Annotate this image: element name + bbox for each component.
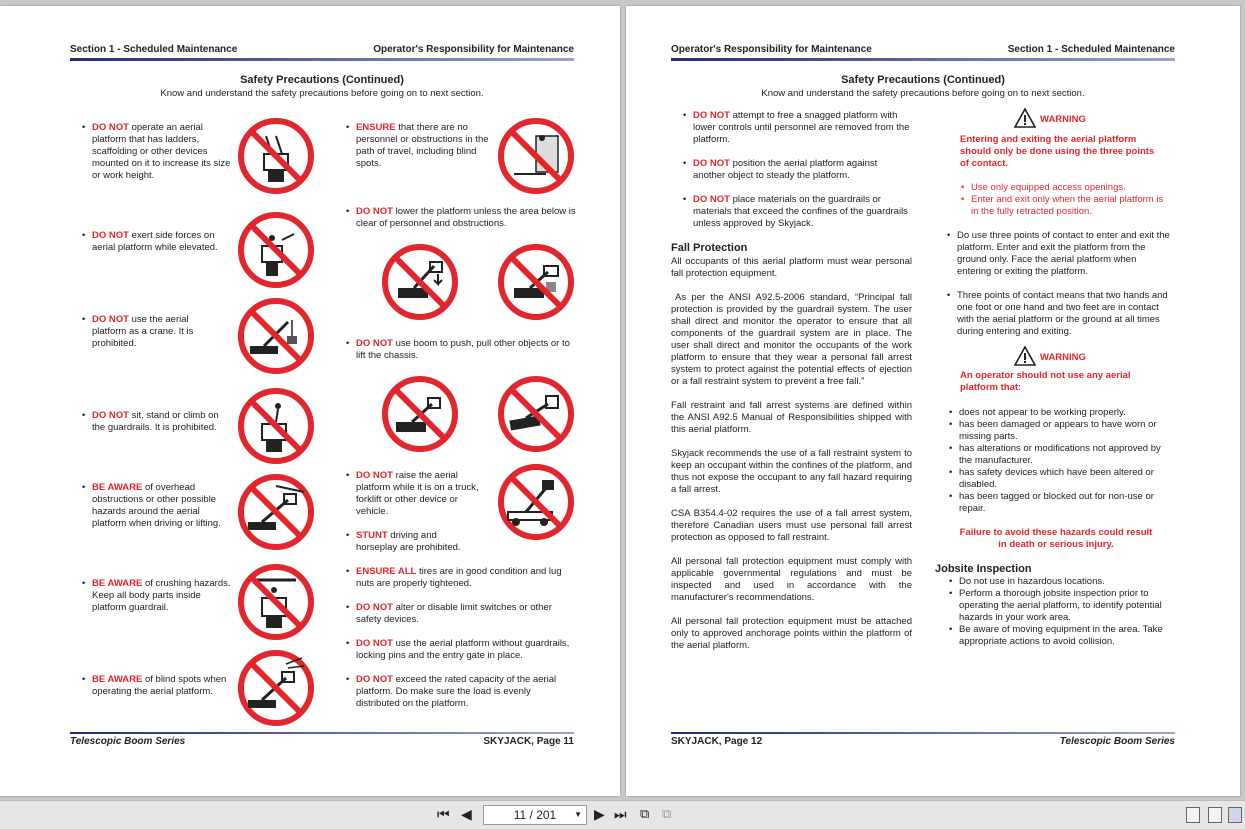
warning-triangle-icon [1014,108,1036,128]
next-page-icon[interactable]: ▶ [594,806,605,822]
page-subtitle: Know and understand the safety precautions before going on to next section. [761,88,1085,99]
footer-series: Telescopic Boom Series [1059,736,1175,747]
list-item: • DO NOT exceed the rated capacity of the aerial platform. Do make sure the load is evenly distributed on the platform. [346,674,557,709]
list-item: • ENSURE that there are no personnel or obstructions in the path of travel, including blind spots. [346,122,489,169]
warning-triangle-icon [1014,346,1036,366]
paragraph: Fall restraint and fall arrest systems are defined within the ANSI A92.5 Manual of Responsibilities shipped with this aerial platform. [671,400,912,435]
list-item: • BE AWARE of crushing hazards. Keep all body parts inside platform guardrail. [82,578,231,613]
overhead-hazard-icon [236,472,316,552]
header-section: Section 1 - Scheduled Maintenance [70,44,238,55]
list-item: • Perform a thorough jobsite inspection prior to operating the aerial platform, to identify potential hazards in your work area. [949,588,1162,623]
previous-page-icon[interactable]: ◀ [461,806,472,822]
list-item: • Be aware of moving equipment in the area. Take appropriate actions to avoid collision. [949,624,1163,647]
list-item: • DO NOT alter or disable limit switches or other safety devices. [346,602,552,625]
list-item: • BE AWARE of overhead obstructions or other possible hazards around the aerial platform when driving or lifting. [82,482,221,529]
list-item: • DO NOT use the aerial platform as a crane. It is prohibited. [82,314,194,349]
paragraph: As per the ANSI A92.5-2006 standard, “Principal fall protection is provided by the guardrail system. The user shall direct and monitor the operator to ensure that all components of the guardrail system are in place. The user shall direct and monitor the occupants of the work platform to ensure that they wear a personal fall arrest system to protect against the potential effects of ejection or a fall restraint system to prevent a free fall.” [671,292,912,387]
page-number-select[interactable]: 11 / 201 ▼ [483,805,587,825]
list-item: • DO NOT use the aerial platform without guardrails, locking pins and the entry gate in place. [346,638,570,661]
list-item: • BE AWARE of blind spots when operating the aerial platform. [82,674,227,697]
continuous-view-icon[interactable] [1208,807,1222,823]
warning-label: WARNING [1014,108,1124,128]
no-side-force-icon [236,210,316,290]
header-title: Operator's Responsibility for Maintenance [373,44,574,55]
list-item: • DO NOT use boom to push, pull other objects or to lift the chassis. [346,338,570,361]
list-item: • does not appear to be working properly. [949,407,1126,418]
no-lift-chassis-icon [496,374,576,454]
page-12 [626,6,1240,796]
list-item: • DO NOT position the aerial platform against another object to steady the platform. [683,158,878,181]
no-boom-push-icon [380,374,460,454]
header-title: Operator's Responsibility for Maintenance [671,44,872,55]
paragraph: All personal fall protection equipment must be attached only to approved anchorage points within the platform of the aerial platform. [671,616,912,651]
list-item: • Do use three points of contact to enter and exit the platform. Enter and exit the platform from the ground only. Face the aerial platform when entering or exiting the platform. [947,230,1170,277]
warning-bullet: • Use only equipped access openings. [961,182,1126,193]
no-crane-use-icon [236,296,316,376]
no-lower-onto-person-icon [380,242,460,322]
list-item: • has alterations or modifications not approved by the manufacturer. [949,443,1161,466]
back-view-icon[interactable]: ⧉ [640,806,650,821]
list-item: • DO NOT place materials on the guardrails or materials that exceed the confines of the guardrails unless approved by Skyjack. [683,194,908,229]
warning-label: WARNING [1014,346,1124,366]
last-page-icon[interactable]: ⏭ [614,806,627,822]
viewer-toolbar [0,800,1245,829]
header-rule [70,58,574,61]
page-title: Safety Precautions (Continued) [841,74,1005,86]
no-raise-on-truck-icon [496,462,576,542]
first-page-icon[interactable]: ⏮ [437,806,450,822]
list-item: • DO NOT attempt to free a snagged platform with lower controls until personnel are removed from the platform. [683,110,910,145]
single-page-view-icon[interactable] [1186,807,1200,823]
list-item: • Three points of contact means that two hands and one foot or one hand and two feet are in contact with the aerial platform or the ground at all times during entering and exiting. [947,290,1168,337]
no-climb-guardrail-icon [236,386,316,466]
warning-text: An operator should not use any aerial platform that: [960,370,1131,393]
footer-rule [70,732,574,734]
forward-view-icon[interactable]: ⧉ [662,806,672,821]
footer-rule [671,732,1175,734]
page-title: Safety Precautions (Continued) [240,74,404,86]
list-item: • DO NOT lower the platform unless the area below is clear of personnel and obstructions. [346,206,576,229]
list-item: • has safety devices which have been altered or disabled. [949,467,1154,490]
footer-series: Telescopic Boom Series [70,736,186,747]
paragraph: All personal fall protection equipment must comply with applicable governmental regulations and must be inspected and used in accordance with the manufacturer's recommendations. [671,556,912,603]
list-item: • DO NOT exert side forces on aerial platform while elevated. [82,230,218,253]
list-item: • DO NOT raise the aerial platform while it is on a truck, forklift or other device or vehicle. [346,470,479,517]
list-item: • STUNT driving and horseplay are prohibited. [346,530,461,553]
list-item: • Do not use in hazardous locations. [949,576,1105,587]
footer-page-number: SKYJACK, Page 12 [671,736,763,747]
paragraph: CSA B354.4-02 requires the use of a fall arrest system, therefore Canadian users must use personal fall arrest protection as opposed to fall restraint. [671,508,912,543]
no-travel-obstruction-icon [496,116,576,196]
header-section: Section 1 - Scheduled Maintenance [1007,44,1175,55]
list-item: • DO NOT sit, stand or climb on the guardrails. It is prohibited. [82,410,219,433]
warning-text: Entering and exiting the aerial platform should only be done using the three points of contact. [960,134,1155,169]
jobsite-inspection-heading: Jobsite Inspection [935,563,1032,575]
no-lower-onto-object-icon [496,242,576,322]
list-item: • ENSURE ALL tires are in good condition and lug nuts are properly tightened. [346,566,562,589]
warning-bullet: • Enter and exit only when the aerial platform is in the fully retracted position. [961,194,1164,217]
paragraph: Skyjack recommends the use of a fall restraint system to keep an occupant within the confines of the platform, and thus not expose the occupant to any fall hazard requiring a fall arrest. [671,448,912,495]
paragraph: All occupants of this aerial platform must wear personal fall protection equipment. [671,256,912,279]
list-item: • has been tagged or blocked out for non-use or repair. [949,491,1154,514]
list-item: • has been damaged or appears to have worn or missing parts. [949,419,1157,442]
failure-warning: Failure to avoid these hazards could result in death or serious injury. [959,527,1153,550]
list-item: • DO NOT operate an aerial platform that has ladders, scaffolding or other devices mounted on it to increase its size or work height. [82,122,231,181]
header-rule [671,58,1175,61]
page-11 [0,6,620,796]
chevron-down-icon: ▼ [574,810,582,819]
crushing-hazard-icon [236,562,316,642]
two-page-view-icon[interactable] [1228,807,1242,823]
footer-page-number: SKYJACK, Page 11 [483,736,574,747]
no-ladder-on-platform-icon [236,116,316,196]
page-subtitle: Know and understand the safety precautions before going on to next section. [160,88,484,99]
fall-protection-heading: Fall Protection [671,242,748,254]
blind-spot-icon [236,648,316,728]
